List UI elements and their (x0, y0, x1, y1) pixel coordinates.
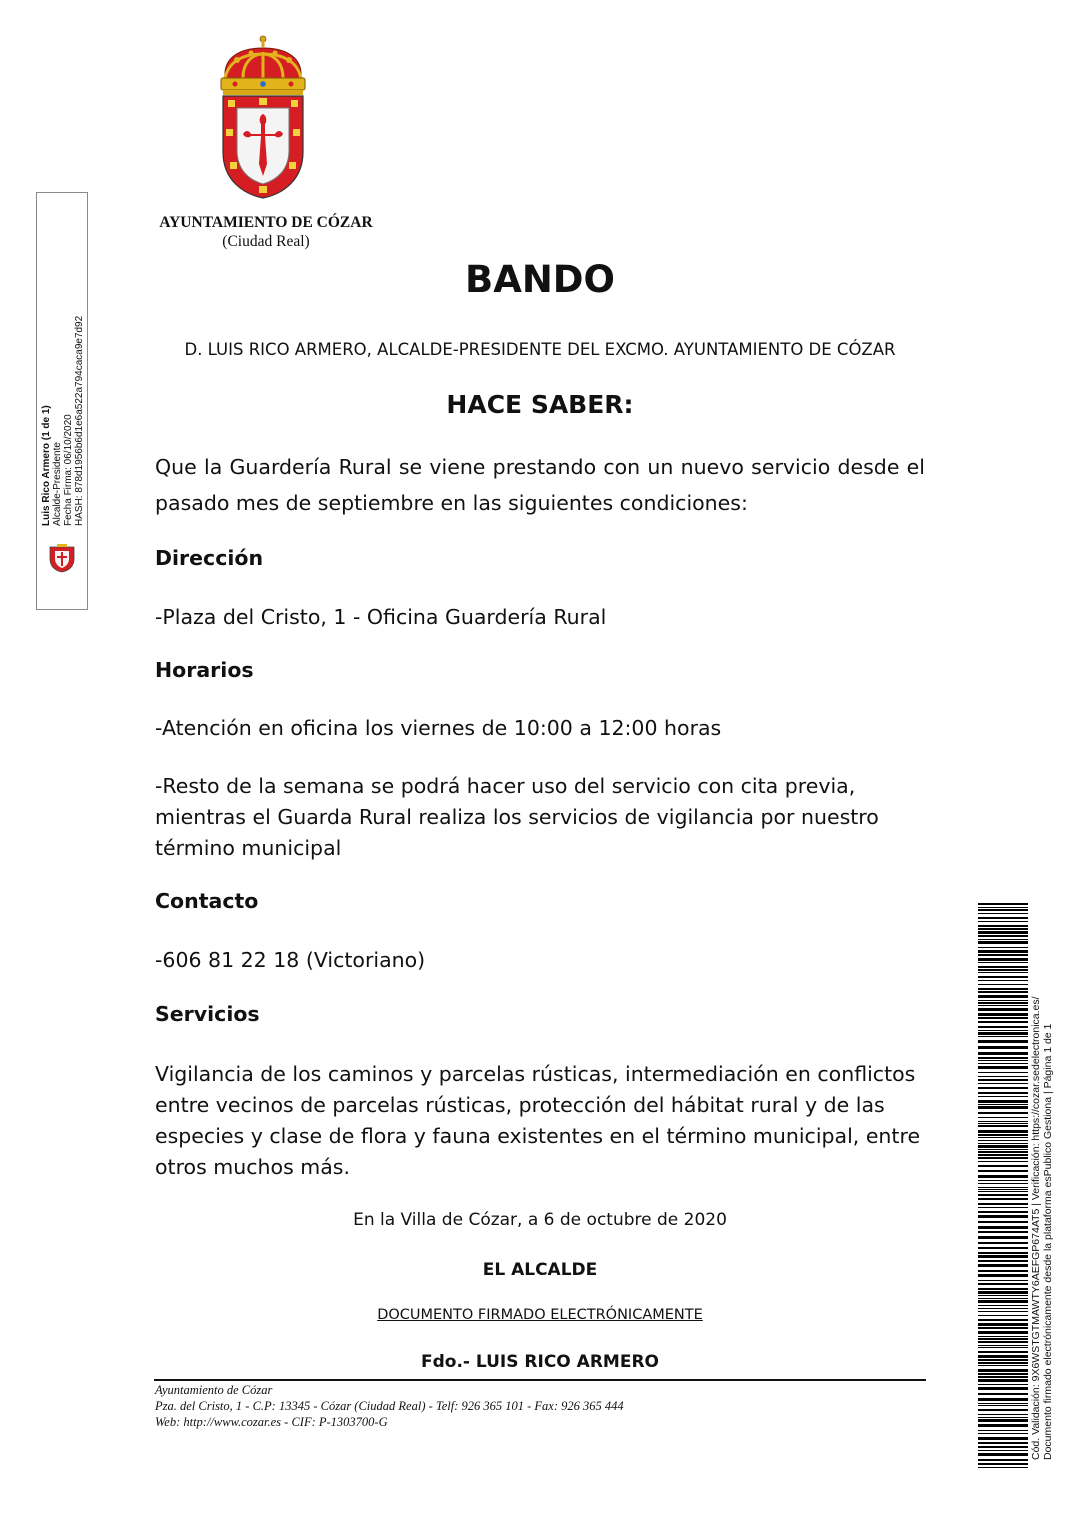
organization-name: AYUNTAMIENTO DE CÓZAR (159, 214, 373, 231)
organization-province: (Ciudad Real) (222, 233, 310, 250)
footer-divider (154, 1379, 926, 1381)
validation-line-2: Documento firmado electrónicamente desde la plataforma esPublico Gestiona | Página 1 de 1 (1042, 1023, 1054, 1460)
section-text-direccion: -Plaza del Cristo, 1 - Oficina Guardería Rural (155, 605, 607, 629)
section-heading-servicios: Servicios (155, 1002, 260, 1026)
stamp-date: Fecha Firma: 06/10/2020 (63, 414, 74, 526)
section-heading-contacto: Contacto (155, 889, 259, 913)
small-seal-icon (42, 543, 82, 573)
section-heading-horarios: Horarios (155, 658, 254, 682)
footer-line-1: Ayuntamiento de Cózar (155, 1383, 273, 1397)
section-text-horarios-2: -Resto de la semana se podrá hacer uso del servicio con cita previa, mientras el Guarda Rural realiza los servicios de vigilancia por nuestro término municipal (155, 774, 879, 860)
stamp-hash: HASH: 878d1956b6d1e6a522a794caca9e7d92 (74, 315, 85, 526)
section-heading-direccion: Dirección (155, 546, 264, 570)
coat-of-arms-icon (215, 34, 311, 200)
closing-signer-name: Fdo.- LUIS RICO ARMERO (421, 1352, 659, 1372)
section-text-horarios-1: -Atención en oficina los viernes de 10:00 a 12:00 horas (155, 716, 722, 740)
document-title: BANDO (465, 258, 615, 301)
stamp-signer: Luis Rico Armero (1 de 1) (41, 405, 52, 526)
section-text-contacto: -606 81 22 18 (Victoriano) (155, 948, 426, 972)
intro-paragraph: Que la Guardería Rural se viene prestando con un nuevo servicio desde el pasado mes de septiembre en las siguientes condiciones: (155, 455, 925, 515)
closing-signed-note: DOCUMENTO FIRMADO ELECTRÓNICAMENTE (377, 1307, 703, 1323)
closing-role: EL ALCALDE (482, 1260, 598, 1280)
closing-place-date: En la Villa de Cózar, a 6 de octubre de 2020 (353, 1210, 727, 1230)
barcode-icon (978, 903, 1028, 1468)
stamp-role: Alcalde-Presidente (52, 442, 63, 526)
section-text-servicios: Vigilancia de los caminos y parcelas rústicas, intermediación en conflictos entre vecinos de parcelas rústicas, protección del hábitat rural y de las especies y clase de flora y fauna existentes en el término municipal, entre otros muchos más. (155, 1062, 921, 1179)
document-subtitle: D. LUIS RICO ARMERO, ALCALDE-PRESIDENTE DEL EXCMO. AYUNTAMIENTO DE CÓZAR (184, 340, 896, 359)
validation-text (1030, 900, 1054, 1460)
hace-saber-heading: HACE SABER: (446, 390, 634, 419)
footer-line-3: Web: http://www.cozar.es - CIF: P-1303700-G (155, 1415, 388, 1429)
validation-line-1: Cód. Validación: 9X6WSTGTMAWTY6AEFGP674AT5 | Verificación: https://cozar.sedelectronica.es/ (1030, 996, 1042, 1460)
footer-line-2: Pza. del Cristo, 1 - C.P: 13345 - Cózar (Ciudad Real) - Telf: 926 365 101 - Fax: 926 365 444 (155, 1399, 624, 1413)
